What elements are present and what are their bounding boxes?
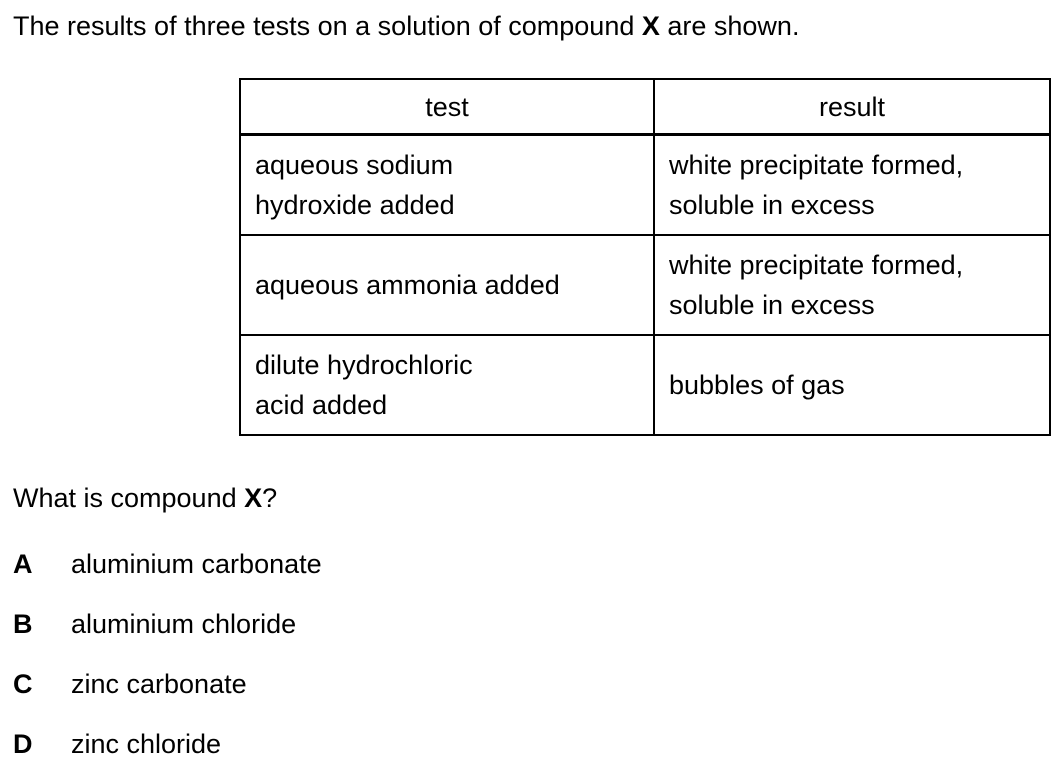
result-cell xyxy=(654,135,1050,236)
intro-text xyxy=(13,8,799,44)
option-a[interactable] xyxy=(13,546,322,582)
option-letter: C xyxy=(13,669,33,699)
question-text-after: ? xyxy=(262,483,278,513)
intro-text-after: are shown. xyxy=(659,11,800,41)
intro-compound: X xyxy=(641,11,660,41)
result-cell xyxy=(654,335,1050,435)
result-cell xyxy=(654,235,1050,335)
option-letter: B xyxy=(13,609,33,639)
test-cell xyxy=(240,135,654,236)
option-b[interactable] xyxy=(13,606,296,642)
table-row xyxy=(240,335,1050,435)
result-text: bubbles of gas xyxy=(669,370,845,400)
test-cell xyxy=(240,235,654,335)
question-compound: X xyxy=(244,483,263,513)
option-letter: A xyxy=(13,549,33,579)
option-c[interactable] xyxy=(13,666,247,702)
option-text: zinc chloride xyxy=(71,729,222,759)
option-text: zinc carbonate xyxy=(71,669,247,699)
question-text xyxy=(13,480,277,516)
result-text: white precipitate formed, soluble in excess xyxy=(669,150,964,220)
test-cell xyxy=(240,335,654,435)
table-header-row xyxy=(240,79,1050,135)
option-d[interactable] xyxy=(13,726,221,762)
result-text: white precipitate formed, soluble in excess xyxy=(669,250,964,320)
option-text: aluminium carbonate xyxy=(71,549,322,579)
test-text: dilute hydrochloric acid added xyxy=(255,350,473,420)
option-text: aluminium chloride xyxy=(71,609,297,639)
intro-text-before: The results of three tests on a solution of compound xyxy=(13,11,642,41)
table-row xyxy=(240,135,1050,236)
question-text-before: What is compound xyxy=(13,483,245,513)
results-table xyxy=(239,78,1051,436)
test-text: aqueous sodium hydroxide added xyxy=(255,150,455,220)
header-result: result xyxy=(654,79,1050,135)
test-text: aqueous ammonia added xyxy=(255,270,560,300)
table-row xyxy=(240,235,1050,335)
header-test: test xyxy=(240,79,654,135)
option-letter: D xyxy=(13,729,33,759)
